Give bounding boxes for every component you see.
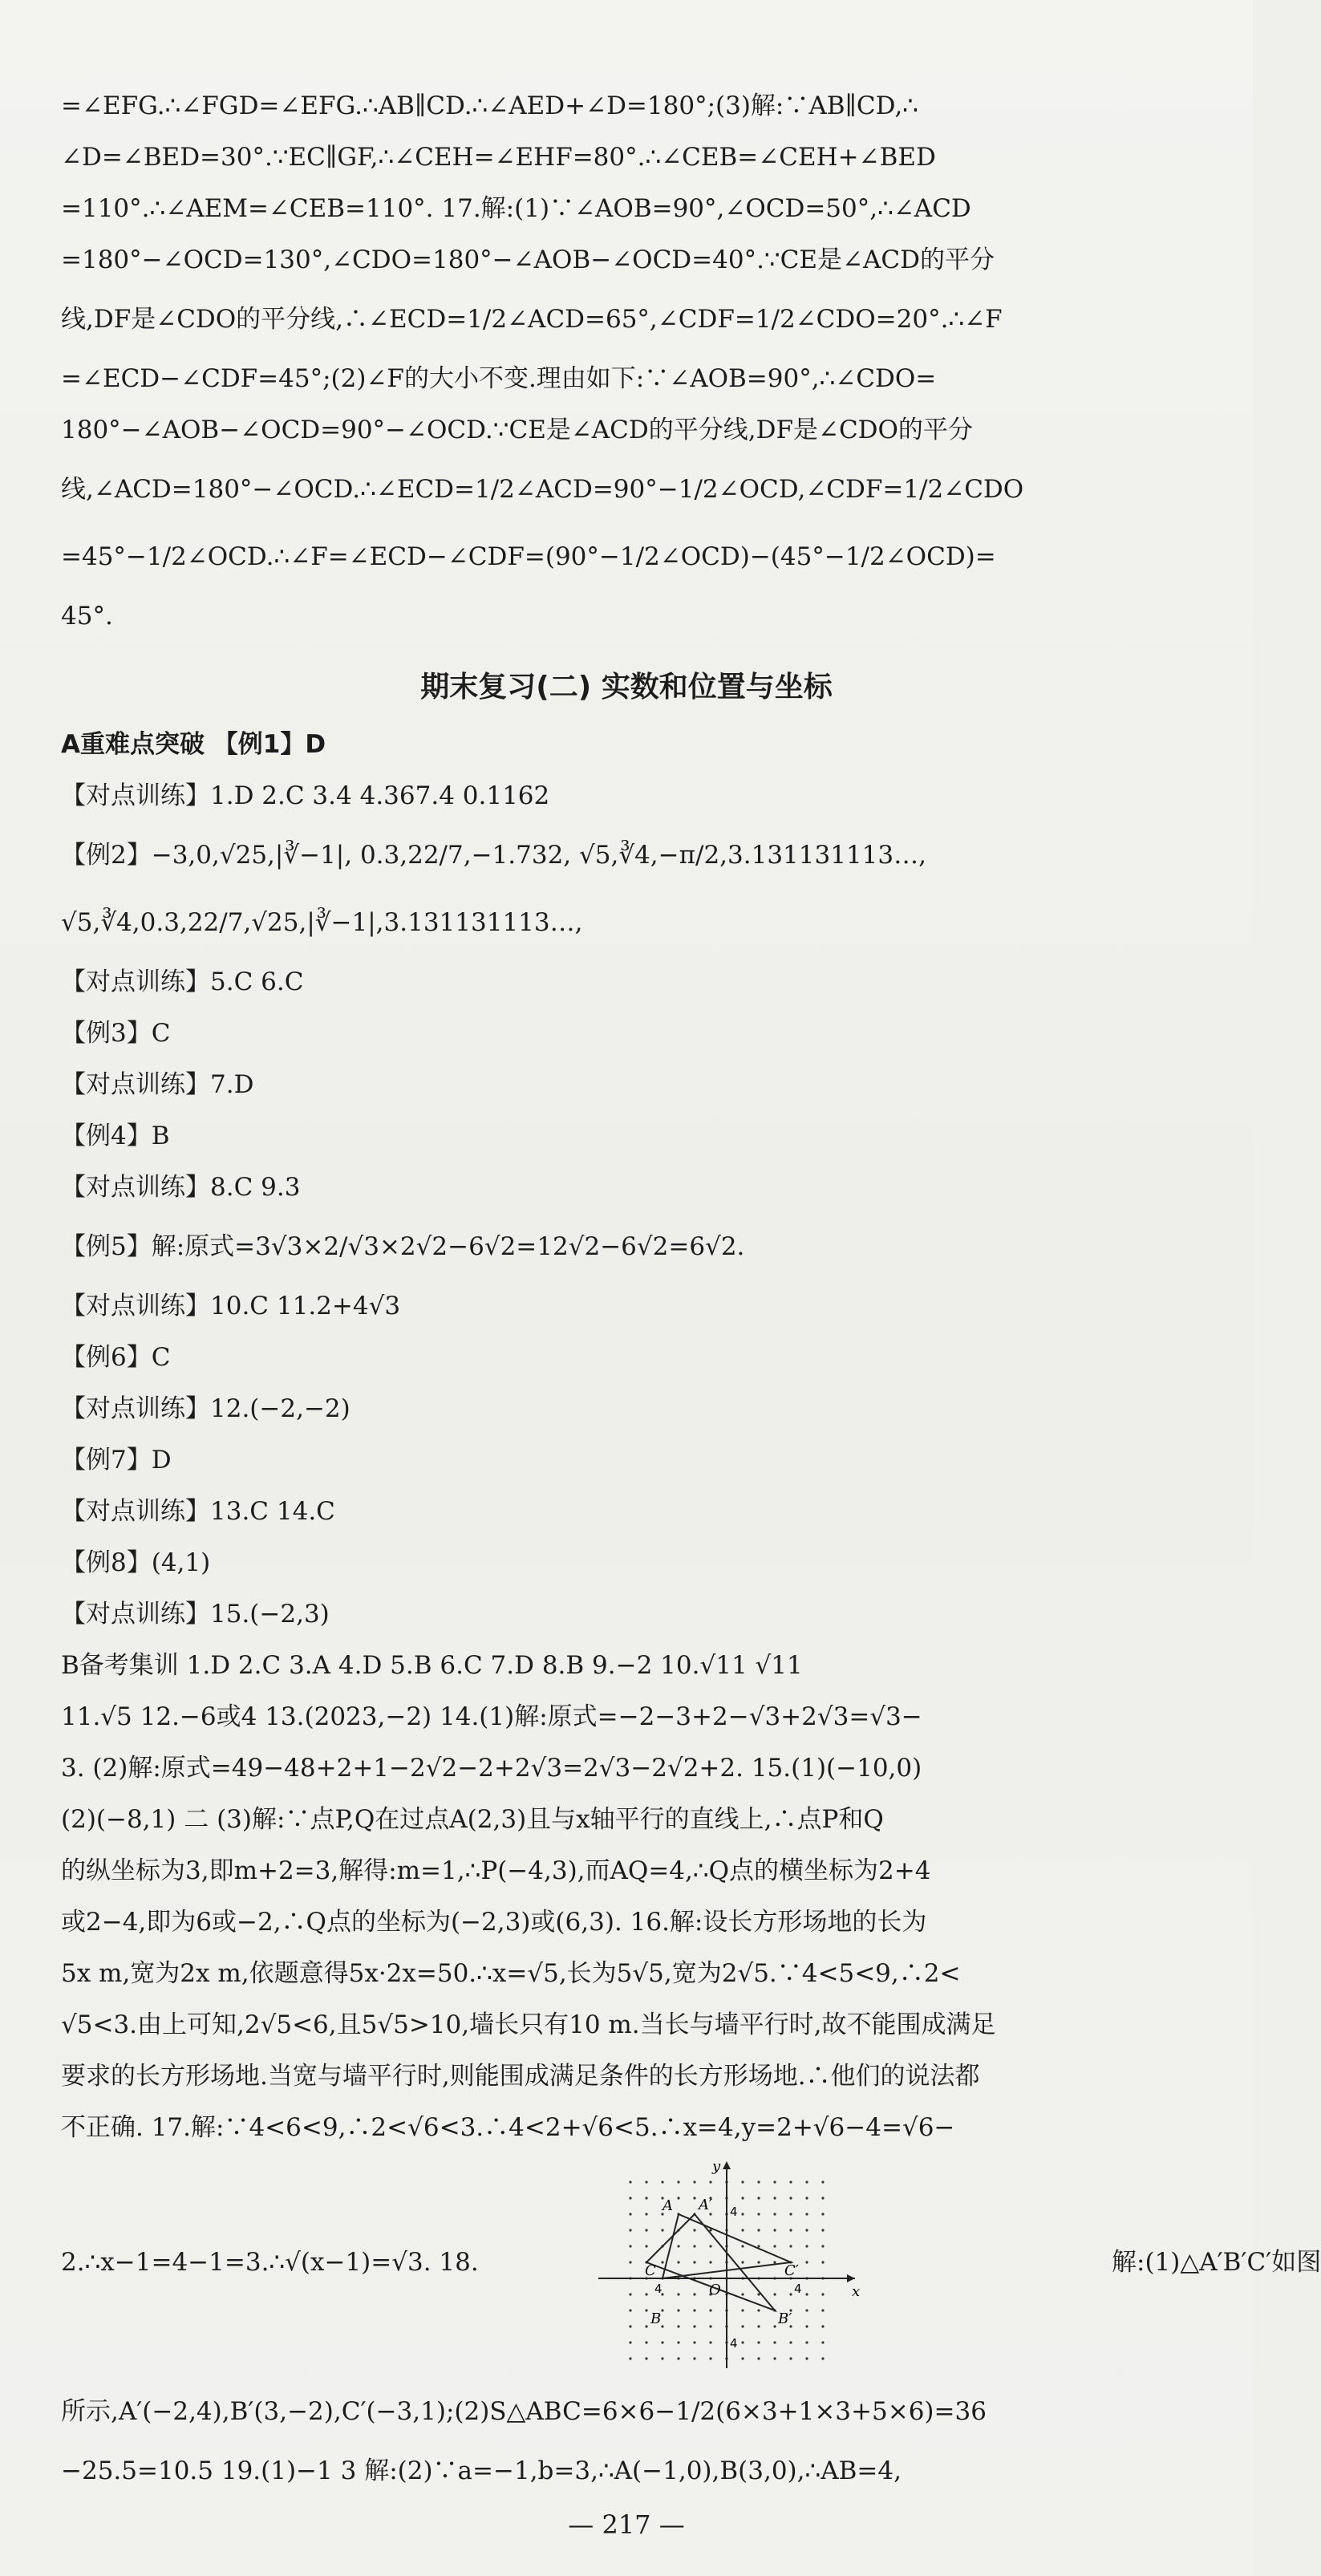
text-line: 【例8】(4,1) [61,1548,211,1577]
text-line: 或2−4,即为6或−2,∴Q点的坐标为(−2,3)或(6,3). 16.解:设长方形场地的长为 [61,1908,927,1937]
text-line: 2.∴x−1=4−1=3.∴√(x−1)=√3. 18. [61,2248,479,2277]
point-c-prime-label: C′ [784,2262,799,2279]
x-tick-label: 4 [794,2282,802,2296]
text-line: 线,DF是∠CDO的平分线,∴∠ECD=1/2∠ACD=65°,∠CDF=1/2∠CDO=20°.∴∠F [61,305,1003,334]
y-axis-arrow [723,2161,731,2169]
answer-content [61,80,1321,2497]
text-line: ∠D=∠BED=30°.∵EC∥GF,∴∠CEH=∠EHF=80°.∴∠CEB=∠CEH+∠BED [61,143,936,172]
text-line: 线,∠ACD=180°−∠OCD.∴∠ECD=1/2∠ACD=90°−1/2∠OCD,∠CDF=1/2∠CDO [61,475,1024,504]
y-tick-label: 4 [730,2336,738,2351]
text-line: =∠EFG.∴∠FGD=∠EFG.∴AB∥CD.∴∠AED+∠D=180°;(3)解:∵AB∥CD,∴ [61,91,918,120]
y-tick-label: 4 [730,2205,738,2219]
text-line: √5<3.由上可知,2√5<6,且5√5>10,墙长只有10 m.当长与墙平行时,故不能围成满足 [61,2010,996,2039]
text-line: =110°.∴∠AEM=∠CEB=110°. 17.解:(1)∵∠AOB=90°,∠OCD=50°,∴∠ACD [61,194,971,223]
coordinate-grid-figure [574,2158,879,2375]
section-title: 期末复习(二) 实数和位置与坐标 [420,671,833,704]
text-line: 【对点训练】8.C 9.3 [61,1173,301,1202]
page-number: — 217 — [568,2509,685,2540]
text-line: 【对点训练】5.C 6.C [61,968,304,996]
text-line: 3. (2)解:原式=49−48+2+1−2√2−2+2√3=2√3−2√2+2. 15.(1)(−10,0) [61,1754,922,1783]
text-line: =180°−∠OCD=130°,∠CDO=180°−∠AOB−∠OCD=40°.∵CE是∠ACD的平分 [61,245,995,274]
point-b-prime-label: B′ [778,2310,792,2327]
text-line: 【例3】C [61,1019,171,1048]
text-line: 不正确. 17.解:∵4<6<9,∴2<√6<3.∴4<2+√6<5.∴x=4,y=2+√6−4=√6− [61,2113,955,2142]
text-line: =45°−1/2∠OCD.∴∠F=∠ECD−∠CDF=(90°−1/2∠OCD)−(45°−1/2∠OCD)= [61,542,996,571]
text-line: 解:(1)△A′B′C′如图 [1112,2248,1321,2277]
point-c-label: C [645,2262,656,2279]
text-line: 11.√5 12.−6或4 13.(2023,−2) 14.(1)解:原式=−2−3+2−√3+2√3=√3− [61,1702,922,1731]
point-b-label: B [650,2310,662,2327]
point-a-label: A [663,2197,673,2214]
text-line: 【例4】B [61,1122,170,1150]
text-line: 【例2】−3,0,√25,|∛−1|, 0.3,22/7,−1.732, √5,∛4,−π/2,3.131131113…, [61,841,926,870]
text-line: 45°. [61,602,113,631]
text-line: 所示,A′(−2,4),B′(3,−2),C′(−3,1);(2)S△ABC=6×6−1/2(6×3+1×3+5×6)=36 [61,2397,987,2426]
text-line: 【例7】D [61,1446,172,1475]
text-line: =∠ECD−∠CDF=45°;(2)∠F的大小不变.理由如下:∵∠AOB=90°,∴∠CDO= [61,364,937,393]
y-axis-label: y [712,2158,721,2175]
text-line: 5x m,宽为2x m,依题意得5x·2x=50.∴x=√5,长为5√5,宽为2√5.∵4<5<9,∴2< [61,1959,961,1988]
text-line: 【对点训练】10.C 11.2+4√3 [61,1292,401,1320]
text-line: (2)(−8,1) 二 (3)解:∵点P,Q在过点A(2,3)且与x轴平行的直线上,∴点P和Q [61,1805,884,1834]
text-line: 【对点训练】15.(−2,3) [61,1600,330,1629]
x-axis-label: x [852,2283,861,2300]
point-a-prime-label: A′ [699,2197,713,2213]
text-line: 【例6】C [61,1343,171,1372]
origin-label: O [709,2282,721,2298]
text-line: A重难点突破 【例1】D [61,730,326,759]
text-line: −25.5=10.5 19.(1)−1 3 解:(2)∵a=−1,b=3,∴A(−1,0),B(3,0),∴AB=4, [61,2456,902,2485]
text-line: 【例5】解:原式=3√3×2/√3×2√2−6√2=12√2−6√2=6√2. [61,1232,745,1261]
text-line: 【对点训练】12.(−2,−2) [61,1394,351,1423]
text-line: 要求的长方形场地.当宽与墙平行时,则能围成满足条件的长方形场地.∴他们的说法都 [61,2062,980,2091]
text-line: 的纵坐标为3,即m+2=3,解得:m=1,∴P(−4,3),而AQ=4,∴Q点的横坐标为2+4 [61,1856,931,1885]
x-tick-label: 4 [654,2282,663,2296]
text-line: 【对点训练】7.D [61,1070,254,1099]
figure-row [61,2153,1321,2378]
text-line: √5,∛4,0.3,22/7,√25,|∛−1|,3.131131113…, [61,908,583,937]
text-line: 【对点训练】1.D 2.C 3.4 4.367.4 0.1162 [61,781,550,810]
text-line: B备考集训 1.D 2.C 3.A 4.D 5.B 6.C 7.D 8.B 9.−2 10.√11 √11 [61,1651,803,1680]
x-axis-arrow [847,2274,855,2282]
text-line: 180°−∠AOB−∠OCD=90°−∠OCD.∵CE是∠ACD的平分线,DF是∠CDO的平分 [61,416,973,444]
text-line: 【对点训练】13.C 14.C [61,1497,335,1526]
